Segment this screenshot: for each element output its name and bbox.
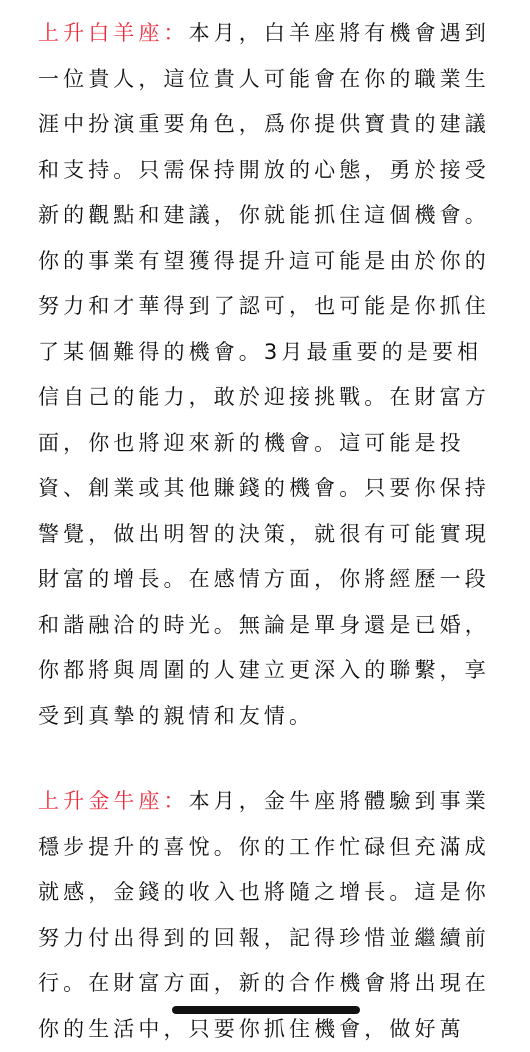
section-text: 本月，金牛座將體驗到事業穩步提升的喜悅。你的工作忙碌但充滿成就感，金錢的收入也將隨之增長。這是你努力付出得到的回報，記得珍惜並繼續前行。在財富方面，新的合作機會將出現在你的生活中，只要你抓住機會，做好萬 <box>38 789 490 1041</box>
home-indicator[interactable] <box>172 1006 360 1014</box>
section-aries <box>38 11 498 739</box>
section-label: 上升金牛座： <box>38 789 189 813</box>
section-text: 本月，白羊座將有機會遇到一位貴人，這位貴人可能會在你的職業生涯中扮演重要角色，爲你提供寶貴的建議和支持。只需保持開放的心態，勇於接受新的觀點和建議，你就能抓住這個機會。你的事業有望獲得提升這可能是由於你的努力和才華得到了認可，也可能是你抓住了某個難得的機會。3月最重要的是要相信自己的能力，敢於迎接挑戰。在財富方面，你也將迎來新的機會。這可能是投資、創業或其他賺錢的機會。只要你保持警覺，做出明智的決策，就很有可能實現財富的增長。在感情方面，你將經歷一段和諧融洽的時光。無論是單身還是已婚，你都將與周圍的人建立更深入的聯繫，享受到真摯的親情和友情。 <box>38 21 490 728</box>
section-label: 上升白羊座： <box>38 21 189 45</box>
